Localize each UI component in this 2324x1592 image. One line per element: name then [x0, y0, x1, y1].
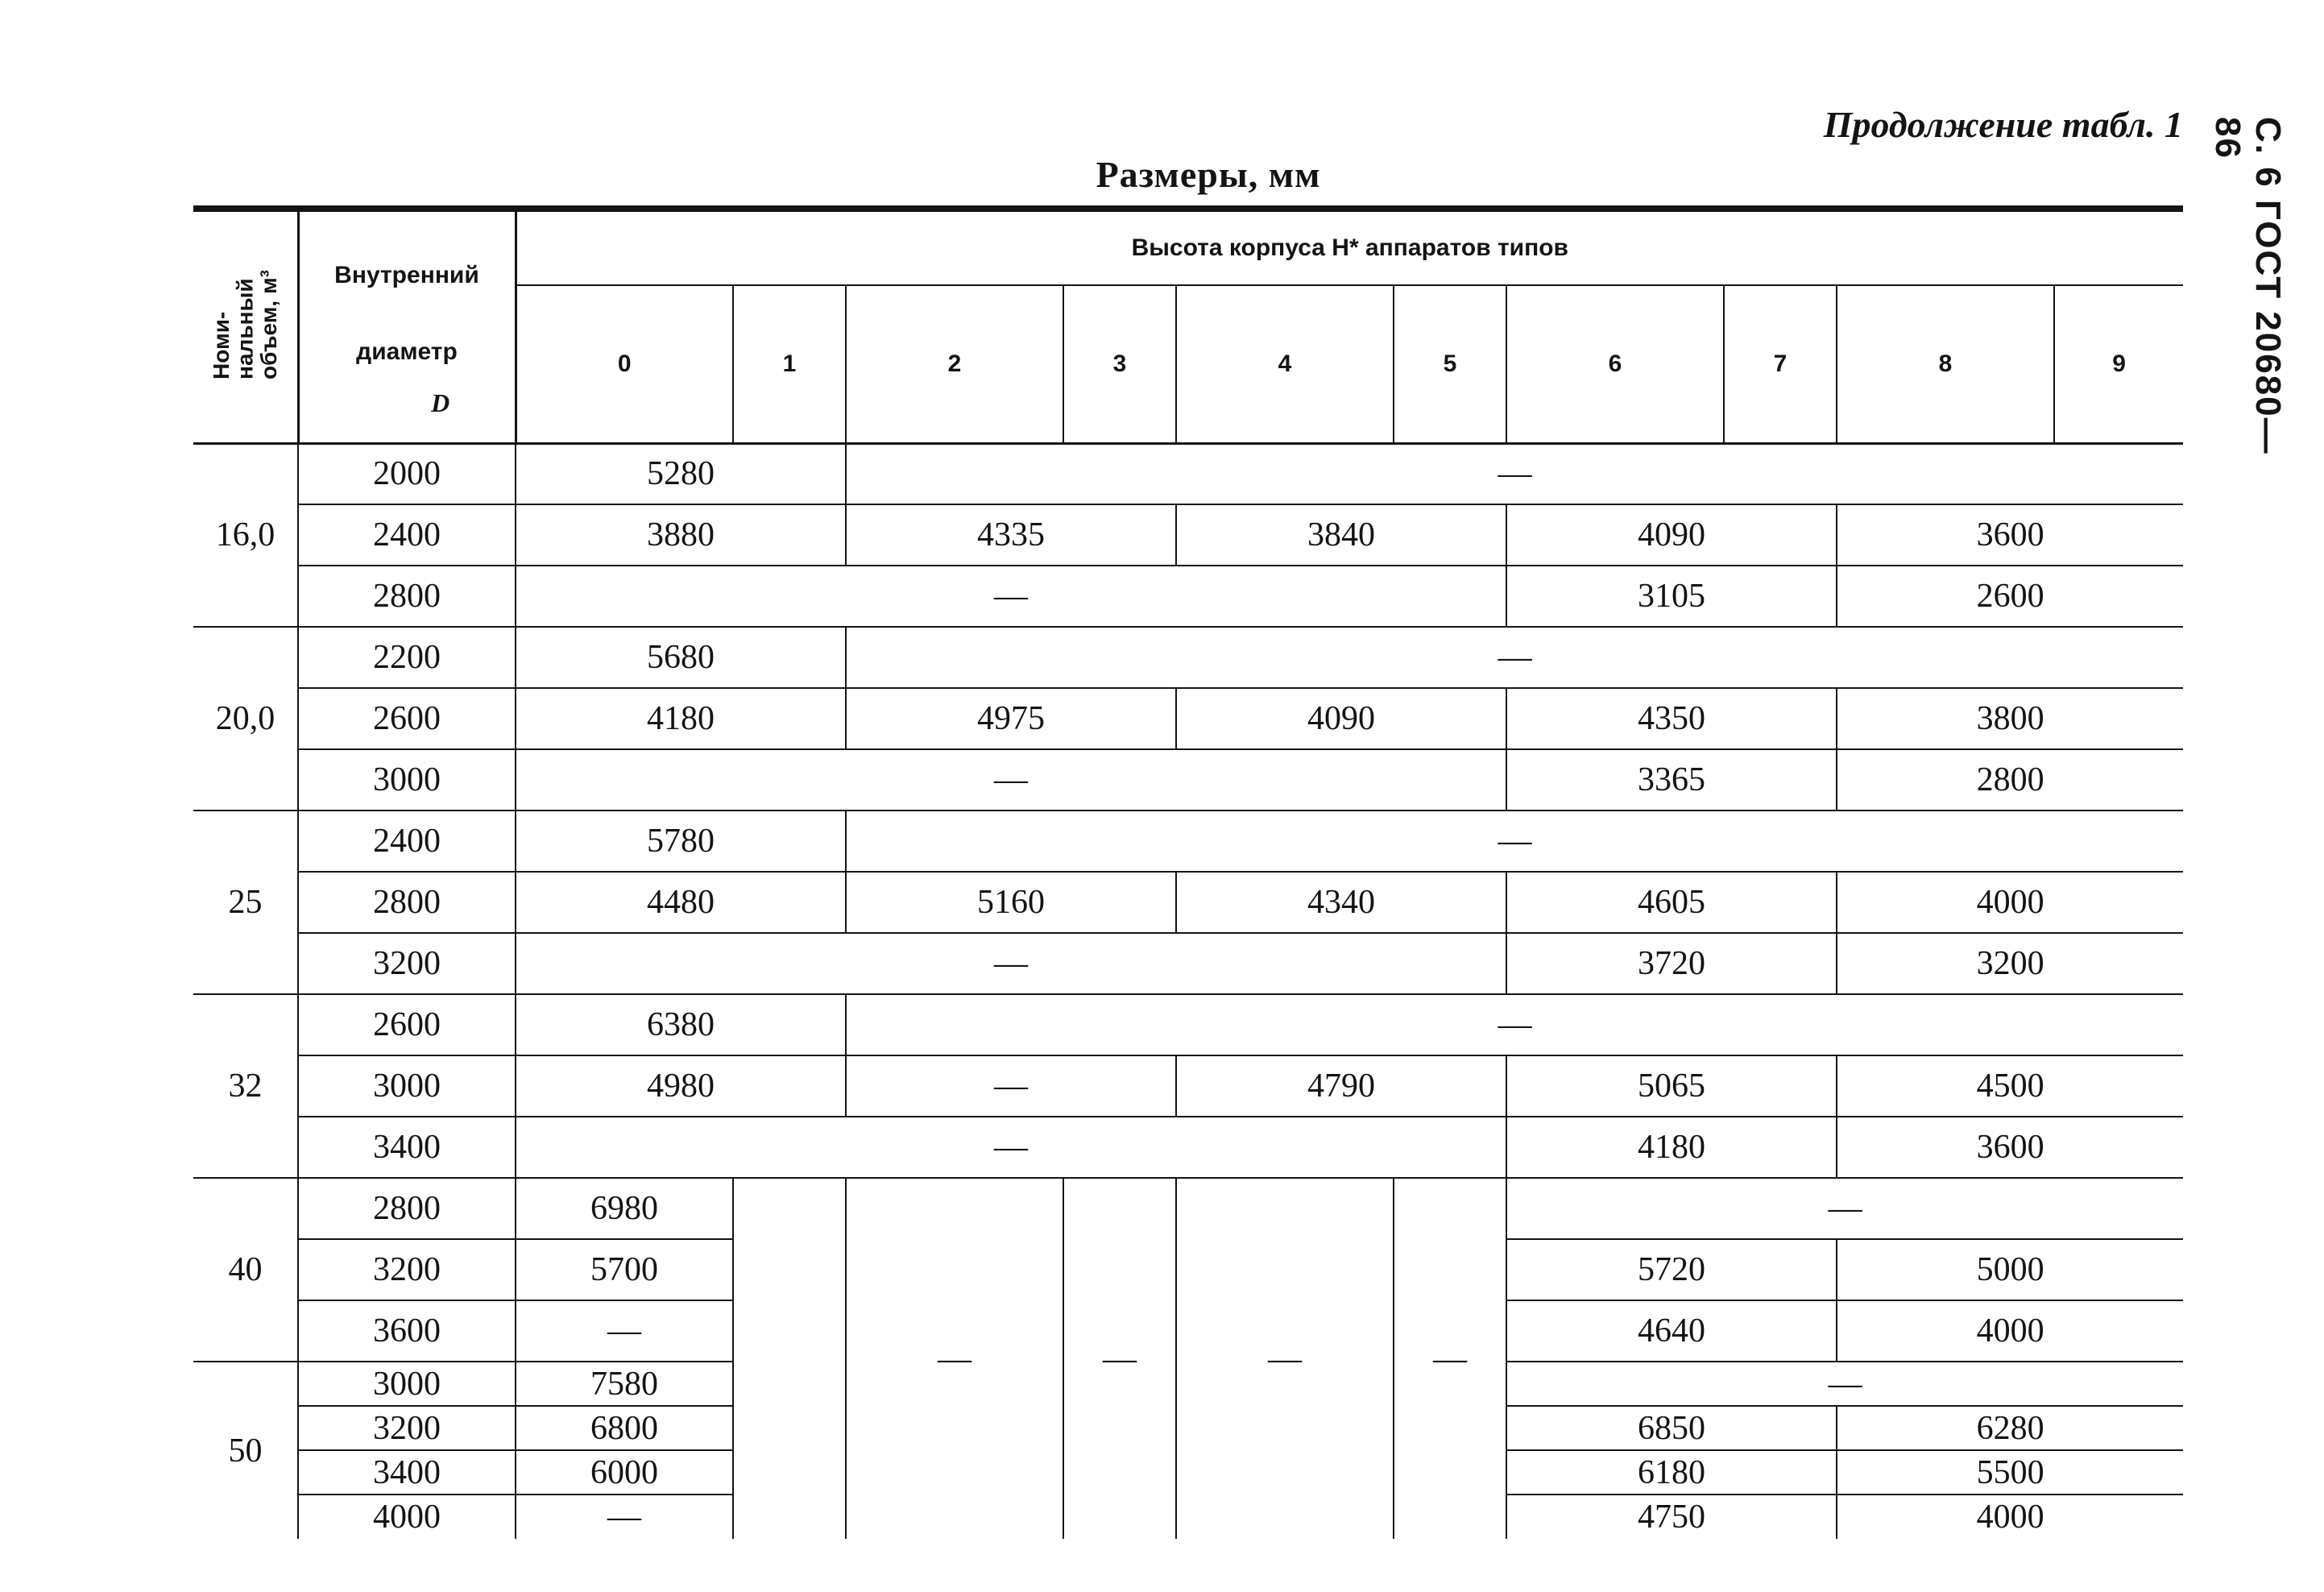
value-cell: 4500 [1837, 1055, 2183, 1117]
dash-cell: — [1063, 1178, 1176, 1539]
header-type-2: 2 [846, 285, 1063, 444]
dash-cell: — [516, 933, 1506, 994]
value-cell: 3720 [1506, 933, 1837, 994]
value-cell: 3105 [1506, 566, 1837, 627]
dash-cell: — [846, 994, 2183, 1055]
header-type-1: 1 [733, 285, 846, 444]
header-type-0: 0 [516, 285, 733, 444]
value-cell: 4335 [846, 504, 1176, 566]
diameter-cell: 3200 [298, 1406, 516, 1450]
value-cell: 5700 [516, 1239, 733, 1300]
diameter-cell: 3000 [298, 1055, 516, 1117]
header-type-4: 4 [1176, 285, 1394, 444]
dash-cell: — [846, 627, 2183, 688]
diameter-cell: 3200 [298, 1239, 516, 1300]
value-cell: 5065 [1506, 1055, 1837, 1117]
dash-cell: — [846, 811, 2183, 872]
volume-cell: 50 [193, 1362, 298, 1539]
diameter-cell: 4000 [298, 1495, 516, 1539]
diameter-cell: 3000 [298, 749, 516, 811]
table-row [193, 994, 2183, 1055]
table-row [193, 443, 2183, 504]
header-type-6: 6 [1506, 285, 1724, 444]
diameter-cell: 2800 [298, 1178, 516, 1239]
diameter-cell: 2400 [298, 811, 516, 872]
volume-cell: 16,0 [193, 443, 298, 627]
value-cell: 3840 [1176, 504, 1506, 566]
table-row [193, 504, 2183, 566]
value-cell: 4000 [1976, 1499, 2044, 1536]
value-cell: 4090 [1506, 504, 1837, 566]
value-cell: 5720 [1506, 1239, 1837, 1300]
volume-cell: 32 [193, 994, 298, 1178]
value-cell: 5680 [516, 627, 846, 688]
diameter-cell: 2200 [298, 627, 516, 688]
value-cell: 4180 [516, 688, 846, 749]
value-cell: 2600 [1837, 566, 2183, 627]
header-type-9: 9 [2054, 285, 2183, 444]
diameter-cell: 3000 [298, 1362, 516, 1406]
value-cell: 4605 [1506, 872, 1837, 933]
diameter-cell: 2600 [298, 994, 516, 1055]
value-cell: 6980 [516, 1178, 733, 1239]
table-row [193, 749, 2183, 811]
value-cell: 5160 [846, 872, 1176, 933]
value-cell: 4480 [516, 872, 846, 933]
standard-page-label: С. 6 ГОСТ 20680—86 [2208, 117, 2288, 455]
table-row [193, 811, 2183, 872]
value-cell: 6850 [1506, 1406, 1837, 1450]
value-cell: 3880 [516, 504, 846, 566]
value-cell: 3600 [1837, 504, 2183, 566]
value-cell: 7580 [516, 1362, 733, 1406]
value-cell: 4750 [1506, 1495, 1837, 1539]
diameter-cell: 2800 [298, 872, 516, 933]
diameter-cell: 2400 [298, 504, 516, 566]
value-cell: 6180 [1506, 1450, 1837, 1495]
diameter-cell: 3400 [298, 1450, 516, 1495]
header-diameter-symbol: D [431, 388, 450, 417]
value-cell: 3200 [1837, 933, 2183, 994]
empty-cell [733, 1178, 846, 1539]
diameter-cell: 3200 [298, 933, 516, 994]
dash-cell: — [516, 1117, 1506, 1178]
header-nominal-volume [193, 209, 298, 443]
header-type-3: 3 [1063, 285, 1176, 444]
value-cell: 4350 [1506, 688, 1837, 749]
continuation-label: Продолжение табл. 1 [1823, 104, 2183, 145]
value-cell: 5500 [1837, 1450, 2183, 1495]
table-row [193, 1055, 2183, 1117]
header-height-group: Высота корпуса H* аппаратов типов [516, 209, 2183, 285]
table-row [193, 872, 2183, 933]
value-cell: 4000 [1837, 1300, 2183, 1362]
header-diameter-line1: Внутренний [334, 262, 479, 288]
dash-cell: — [846, 443, 2183, 504]
value-cell: 2800 [1837, 749, 2183, 811]
table-row [193, 1178, 2183, 1239]
table-row [193, 1117, 2183, 1178]
value-cell: 3600 [1837, 1117, 2183, 1178]
value-cell: 5280 [516, 443, 846, 504]
volume-cell: 25 [193, 811, 298, 994]
diameter-cell: 3400 [298, 1117, 516, 1178]
dash-cell: — [516, 566, 1506, 627]
dash-cell: — [846, 1178, 1063, 1539]
value-cell: 6000 [516, 1450, 733, 1495]
diameter-cell: 3600 [298, 1300, 516, 1362]
dash-cell: — [516, 1495, 733, 1539]
value-cell: 4090 [1176, 688, 1506, 749]
volume-cell: 20,0 [193, 627, 298, 811]
diameter-cell: 2800 [298, 566, 516, 627]
header-type-7: 7 [1724, 285, 1837, 444]
header-type-5: 5 [1394, 285, 1506, 444]
value-cell: 6280 [1837, 1406, 2183, 1450]
value-cell: 4000 [1837, 872, 2183, 933]
dash-cell: — [516, 1300, 733, 1362]
volume-cell: 40 [193, 1178, 298, 1362]
value-cell: 4640 [1506, 1300, 1837, 1362]
header-type-8: 8 [1837, 285, 2054, 444]
table-title: Размеры, мм [1096, 154, 1321, 195]
value-cell: 5000 [1837, 1239, 2183, 1300]
value-cell: 3800 [1837, 688, 2183, 749]
dash-cell: — [1176, 1178, 1394, 1539]
dash-cell: — [1506, 1362, 2183, 1406]
dash-cell: — [516, 749, 1506, 811]
table-row [193, 933, 2183, 994]
table-row [193, 688, 2183, 749]
table-row [193, 627, 2183, 688]
dash-cell: — [1394, 1178, 1506, 1539]
value-cell: 6380 [516, 994, 846, 1055]
value-cell: 4790 [1176, 1055, 1506, 1117]
header-diameter-line2: диаметр [356, 338, 458, 365]
value-cell: 6800 [516, 1406, 733, 1450]
diameter-cell: 2600 [298, 688, 516, 749]
value-cell: 4340 [1176, 872, 1506, 933]
header-nominal-volume-text: Номи- нальный объем, м³ [209, 269, 281, 379]
dash-cell: — [1506, 1178, 2183, 1239]
value-cell: 3365 [1506, 749, 1837, 811]
dash-cell: — [846, 1055, 1176, 1117]
value-cell: 4180 [1506, 1117, 1837, 1178]
value-cell: 5780 [516, 811, 846, 872]
value-cell: 4980 [516, 1055, 846, 1117]
diameter-cell: 2000 [298, 443, 516, 504]
table-row [193, 566, 2183, 627]
dimensions-table [193, 205, 2183, 1539]
header-inner-diameter [298, 209, 516, 443]
value-cell: 4975 [846, 688, 1176, 749]
